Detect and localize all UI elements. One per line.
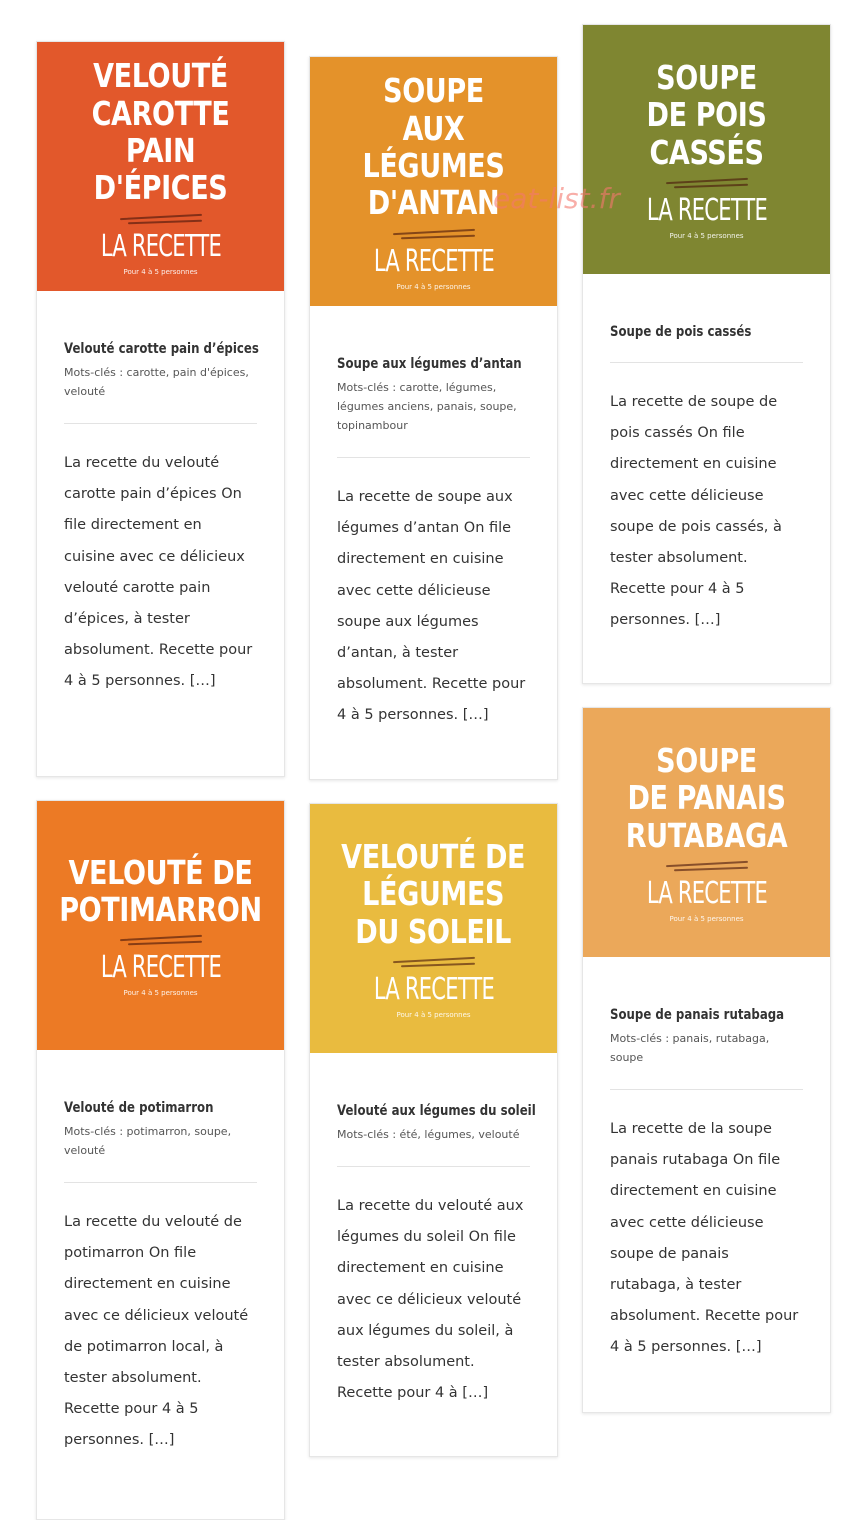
card-excerpt: La recette de soupe aux légumes d’antan On file directement en cuisine avec cette délicieuse soupe aux légumes d’antan, à tester absolument. Recette pour 4 à 5 personnes. […]: [337, 489, 526, 724]
card-excerpt: La recette de soupe de pois cassés On file directement en cuisine avec cette délicieuse soupe de pois cassés, à tester absolument. Recette pour 4 à 5 personnes. […]: [610, 394, 782, 629]
divider: [337, 457, 530, 458]
thumbnail-title: VELOUTÉ CAROTTE PAIN D'ÉPICES: [91, 56, 230, 208]
divider: [610, 1089, 803, 1090]
tags-links[interactable]: panais, rutabaga, soupe: [610, 1032, 770, 1064]
tags-label: Mots-clés :: [337, 381, 397, 394]
card-title-link[interactable]: Velouté aux légumes du soleil: [337, 1103, 536, 1119]
recipe-card: [582, 24, 831, 684]
card-excerpt: La recette du velouté de potimarron On file directement en cuisine avec ce délicieux velouté de potimarron local, à tester absolument. Recette pour 4 à 5 personnes. […]: [64, 1214, 249, 1449]
recipe-card: [309, 803, 558, 1457]
recipe-card: [36, 800, 285, 1520]
divider: [64, 1182, 257, 1183]
thumbnail-recipe-label: LA RECETTE: [646, 875, 767, 911]
recipe-card: [309, 56, 558, 780]
recipe-card: [582, 707, 831, 1413]
tags-links[interactable]: été, légumes, velouté: [399, 1128, 520, 1141]
divider: [610, 362, 803, 363]
tags-label: Mots-clés :: [337, 1128, 397, 1141]
thumbnail-serves: Pour 4 à 5 personnes: [669, 231, 744, 240]
thumbnail-serves: Pour 4 à 5 personnes: [669, 914, 744, 923]
thumbnail-recipe-label: LA RECETTE: [373, 971, 494, 1007]
thumbnail-serves: Pour 4 à 5 personnes: [396, 1010, 471, 1019]
recipe-thumbnail[interactable]: [310, 804, 557, 1053]
card-body: [310, 306, 557, 777]
thumbnail-title: SOUPE DE POIS CASSÉS: [646, 58, 767, 172]
card-tags: [337, 378, 530, 435]
thumbnail-title: VELOUTÉ DE LÉGUMES DU SOLEIL: [341, 837, 526, 951]
card-tags: [64, 363, 257, 401]
thumbnail-recipe-label: LA RECETTE: [100, 950, 221, 986]
thumbnail-serves: Pour 4 à 5 personnes: [123, 989, 198, 998]
recipe-thumbnail[interactable]: [37, 801, 284, 1050]
card-body: [37, 291, 284, 743]
brush-separator: [393, 231, 475, 239]
divider: [337, 1166, 530, 1167]
divider: [64, 423, 257, 424]
tags-links[interactable]: carotte, légumes, légumes anciens, panais, soupe, topinambour: [337, 381, 517, 432]
thumbnail-serves: Pour 4 à 5 personnes: [396, 282, 471, 291]
card-tags: [337, 1125, 530, 1144]
thumbnail-title: VELOUTÉ DE POTIMARRON: [59, 852, 262, 929]
thumbnail-title: SOUPE DE PANAIS RUTABAGA: [625, 741, 788, 855]
recipe-thumbnail[interactable]: [37, 42, 284, 291]
card-title-link[interactable]: Velouté de potimarron: [64, 1100, 214, 1116]
tags-links[interactable]: carotte, pain d'épices, velouté: [64, 366, 249, 398]
brush-separator: [666, 863, 748, 871]
tags-label: Mots-clés :: [610, 1032, 670, 1045]
card-body: [310, 1053, 557, 1454]
card-body: [583, 957, 830, 1409]
card-body: [37, 1050, 284, 1502]
tags-label: Mots-clés :: [64, 1125, 124, 1138]
card-tags: [64, 1122, 257, 1160]
brush-separator: [666, 180, 748, 188]
thumbnail-recipe-label: LA RECETTE: [646, 192, 767, 228]
watermark-text: eat-list.fr: [493, 182, 620, 215]
tags-label: Mots-clés :: [64, 366, 124, 379]
thumbnail-recipe-label: LA RECETTE: [100, 228, 221, 264]
tags-links[interactable]: potimarron, soupe, velouté: [64, 1125, 232, 1157]
recipe-thumbnail[interactable]: [310, 57, 557, 306]
brush-separator: [120, 937, 202, 945]
card-tags: [610, 1029, 803, 1067]
card-excerpt: La recette de la soupe panais rutabaga On file directement en cuisine avec cette délicieuse soupe de panais rutabaga, à tester absolument. Recette pour 4 à 5 personnes. […]: [610, 1121, 799, 1356]
card-body: [583, 274, 830, 682]
card-excerpt: La recette du velouté carotte pain d’épices On file directement en cuisine avec ce délicieux velouté carotte pain d’épices, à tester absolument. Recette pour 4 à 5 personnes. […]: [64, 455, 253, 690]
card-title-link[interactable]: Soupe de pois cassés: [610, 324, 752, 340]
card-excerpt: La recette du velouté aux légumes du soleil On file directement en cuisine avec ce délicieux velouté aux légumes du soleil, à tester absolument. Recette pour 4 à […]: [337, 1198, 524, 1402]
card-title-link[interactable]: Soupe de panais rutabaga: [610, 1007, 785, 1023]
brush-separator: [120, 216, 202, 224]
recipe-card: [36, 41, 285, 777]
card-title-link[interactable]: Velouté carotte pain d’épices: [64, 341, 259, 357]
thumbnail-serves: Pour 4 à 5 personnes: [123, 267, 198, 276]
recipe-thumbnail[interactable]: [583, 25, 830, 274]
brush-separator: [393, 959, 475, 967]
recipe-thumbnail[interactable]: [583, 708, 830, 957]
card-title-link[interactable]: Soupe aux légumes d’antan: [337, 356, 522, 372]
thumbnail-title: SOUPE AUX LÉGUMES D'ANTAN: [362, 71, 505, 223]
thumbnail-recipe-label: LA RECETTE: [373, 243, 494, 279]
